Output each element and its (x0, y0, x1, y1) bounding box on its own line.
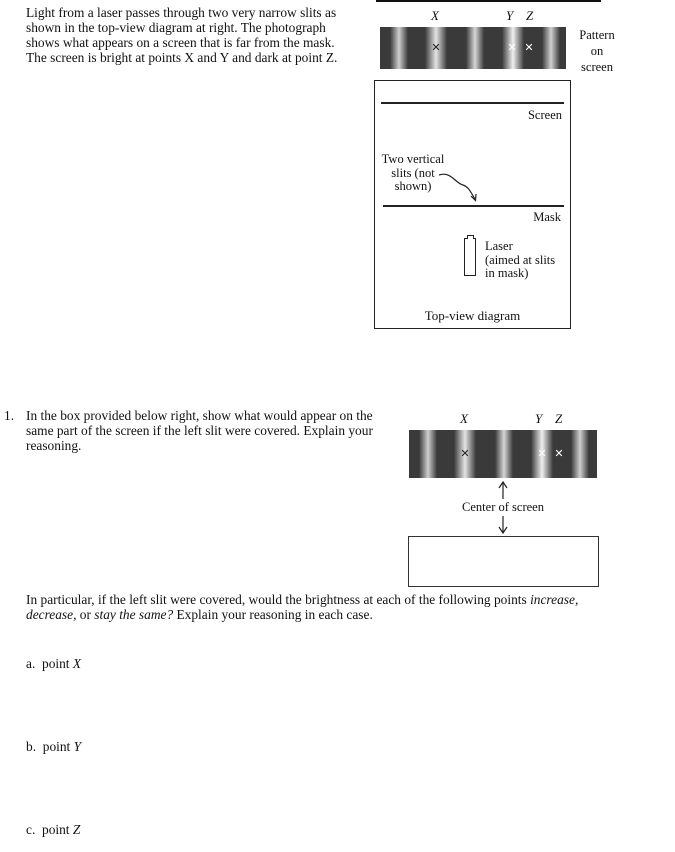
laser-label (485, 240, 555, 281)
slits-label-line: slits (not (391, 165, 435, 180)
laser-label-line: in mask) (485, 266, 529, 280)
item-letter: b. (26, 739, 37, 754)
pattern-label-z: Z (526, 8, 534, 23)
item-b (26, 739, 81, 755)
pattern-caption-line: screen (581, 60, 613, 74)
laser-label-line: (aimed at slits (485, 252, 556, 267)
item-letter: a. (26, 656, 36, 671)
question-number: 1. (4, 408, 15, 423)
followup-text: Explain your reasoning in each case. (173, 607, 373, 622)
center-of-screen-label: Center of screen (462, 500, 544, 514)
item-text: point (42, 656, 73, 671)
top-view-diagram (374, 80, 571, 329)
mask-line (383, 205, 564, 207)
item-c (26, 822, 80, 838)
question-text: In the box provided below right, show what would appear on the same part of the screen if the left slit were covered. Explain your reasoning. (26, 408, 373, 453)
arrow-down-icon (496, 515, 510, 535)
marker-x-icon: ✕ (431, 41, 441, 54)
question-fringe-pattern (409, 430, 597, 478)
marker-x-icon: ✕ (460, 447, 470, 460)
item-a (26, 656, 81, 672)
pattern-label-x: X (431, 8, 439, 23)
pattern-caption (575, 27, 619, 75)
slits-pointer-arrow-icon (437, 169, 482, 205)
item-point: Y (73, 739, 82, 754)
pattern-caption-line: Pattern (579, 28, 615, 42)
fringe-pattern-photo (380, 27, 566, 69)
item-text: point (42, 739, 74, 754)
marker-z-icon: ✕ (524, 41, 534, 54)
question-pattern-label-x: X (460, 411, 468, 426)
arrow-up-icon (496, 480, 510, 500)
item-point: X (72, 656, 82, 671)
laser-icon (464, 238, 476, 276)
diagram-caption: Top-view diagram (424, 308, 521, 323)
followup-paragraph (26, 592, 626, 622)
followup-text: In particular, if the left slit were covered, would the brightness at each of the following points (26, 592, 531, 607)
pattern-caption-line: on (590, 44, 604, 58)
item-text: point (42, 822, 73, 837)
marker-y-icon: ✕ (537, 447, 547, 460)
followup-option-last: stay the same? (94, 607, 174, 622)
screen-line (381, 102, 564, 104)
slits-label-line: shown) (394, 179, 432, 193)
mask-label: Mask (533, 210, 561, 224)
slits-label-line: Two vertical (381, 152, 445, 166)
marker-y-icon: ✕ (507, 41, 517, 54)
followup-text: or (76, 607, 95, 622)
followup-options: increase, decrease, (26, 592, 579, 622)
question-pattern-label-z: Z (555, 411, 563, 426)
screen-label: Screen (527, 108, 562, 122)
laser-label-line: Laser (485, 239, 513, 253)
intro-paragraph: Light from a laser passes through two very narrow slits as shown in the top-view diagram at right. The photograph shows what appears on a screen that is far from the mask. The screen is bright at points X and Y and dark at point Z. (26, 5, 338, 65)
question-pattern-label-y: Y (535, 411, 543, 426)
top-rule (376, 0, 601, 2)
answer-box[interactable] (408, 536, 599, 587)
item-point: Z (72, 822, 81, 837)
pattern-label-y: Y (506, 8, 514, 23)
item-letter: c. (26, 822, 36, 837)
marker-z-icon: ✕ (554, 447, 564, 460)
